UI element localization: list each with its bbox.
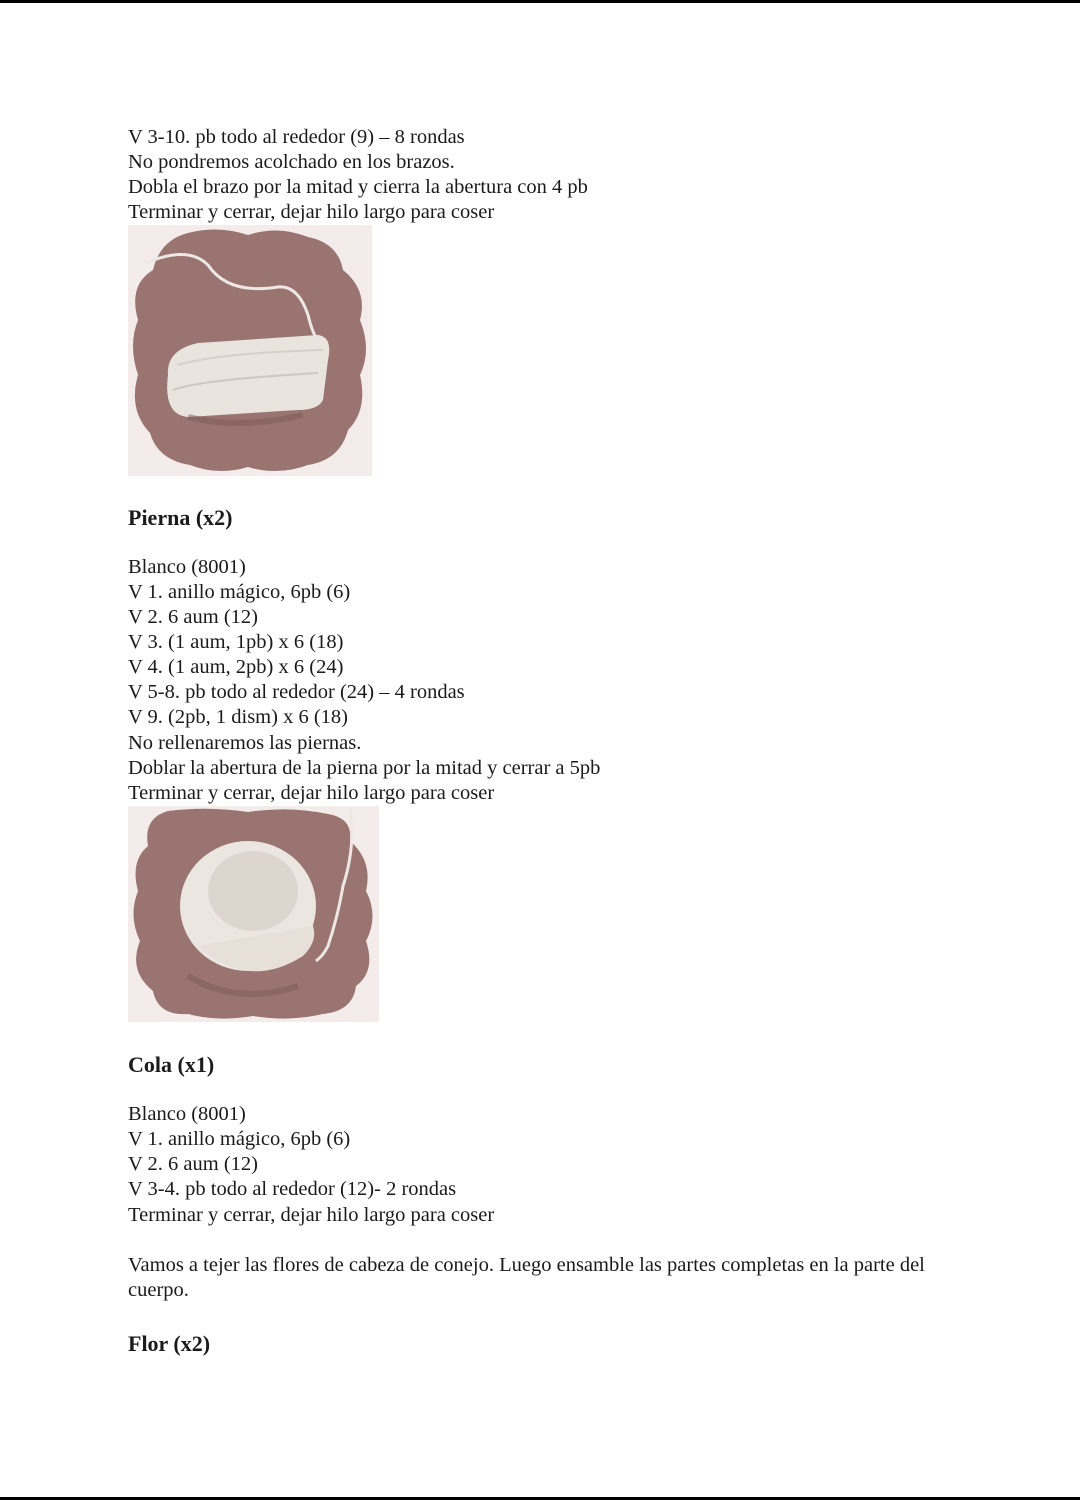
text-line: V 3-4. pb todo al rededor (12)- 2 rondas bbox=[128, 1178, 457, 1200]
text-line: Doblar la abertura de la pierna por la mitad y cerrar a 5pb bbox=[128, 757, 601, 779]
text-line: V 5-8. pb todo al rededor (24) – 4 rondas bbox=[128, 681, 465, 703]
text-line: V 3-10. pb todo al rededor (9) – 8 rondas bbox=[128, 126, 465, 148]
leg-photo bbox=[128, 806, 379, 1022]
section-heading-cola: Cola (x1) bbox=[128, 1052, 215, 1077]
intro-paragraph: Vamos a tejer las flores de cabeza de conejo. Luego ensamble las partes completas en la parte del cuerpo. bbox=[128, 1254, 925, 1301]
text-line: Dobla el brazo por la mitad y cierra la abertura con 4 pb bbox=[128, 176, 588, 198]
section-heading-pierna: Pierna (x2) bbox=[128, 505, 233, 530]
text-line: No pondremos acolchado en los brazos. bbox=[128, 151, 455, 173]
text-line: V 3. (1 aum, 1pb) x 6 (18) bbox=[128, 631, 344, 653]
text-line: Blanco (8001) bbox=[128, 556, 246, 578]
text-line: V 4. (1 aum, 2pb) x 6 (24) bbox=[128, 656, 344, 678]
arm-photo bbox=[128, 225, 372, 476]
text-line: V 1. anillo mágico, 6pb (6) bbox=[128, 581, 351, 603]
text-line: No rellenaremos las piernas. bbox=[128, 732, 362, 754]
text-line: Terminar y cerrar, dejar hilo largo para coser bbox=[128, 201, 495, 223]
text-line: V 1. anillo mágico, 6pb (6) bbox=[128, 1128, 351, 1150]
text-line: V 2. 6 aum (12) bbox=[128, 1153, 259, 1175]
section-heading-flor: Flor (x2) bbox=[128, 1331, 211, 1356]
text-line: Terminar y cerrar, dejar hilo largo para coser bbox=[128, 782, 495, 804]
text-line: Terminar y cerrar, dejar hilo largo para coser bbox=[128, 1204, 495, 1226]
text-line: Blanco (8001) bbox=[128, 1103, 246, 1125]
top-border bbox=[0, 0, 1080, 3]
text-line: V 2. 6 aum (12) bbox=[128, 606, 259, 628]
text-line: V 9. (2pb, 1 dism) x 6 (18) bbox=[128, 706, 348, 728]
